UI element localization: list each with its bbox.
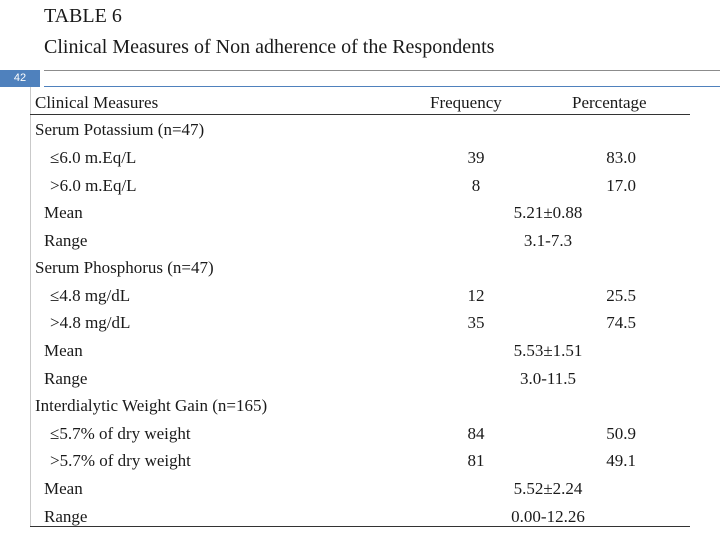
row-label: Range — [44, 507, 88, 526]
header-divider-accent — [44, 86, 720, 87]
header-divider — [44, 70, 720, 71]
value-cell: 0.00-12.26 — [511, 507, 585, 526]
row-label: ≤4.8 mg/dL — [50, 286, 131, 305]
value-cell: 5.21±0.88 — [513, 203, 583, 222]
row-label: >5.7% of dry weight — [50, 451, 191, 470]
value-cell: 5.53±1.51 — [513, 341, 583, 360]
slide-number: 42 — [0, 70, 40, 87]
value-cell: 3.1-7.3 — [523, 231, 573, 250]
row-label: ≤6.0 m.Eq/L — [50, 148, 137, 167]
column-header-frequency: Frequency — [430, 93, 502, 112]
row-label: Mean — [44, 479, 83, 498]
frequency-cell: 35 — [467, 313, 485, 332]
row-label: Range — [44, 231, 88, 250]
table-number: TABLE 6 — [44, 5, 122, 27]
percentage-cell: 17.0 — [606, 176, 636, 195]
frequency-cell: 8 — [471, 176, 481, 195]
column-header-percentage: Percentage — [572, 93, 647, 112]
percentage-cell: 50.9 — [606, 424, 636, 443]
row-label: >4.8 mg/dL — [50, 313, 131, 332]
section-label: Serum Potassium (n=47) — [35, 120, 205, 139]
frequency-cell: 84 — [467, 424, 485, 443]
percentage-cell: 83.0 — [606, 148, 636, 167]
row-label: >6.0 m.Eq/L — [50, 176, 137, 195]
table-title: Clinical Measures of Non adherence of the Respondents — [44, 36, 495, 58]
frequency-cell: 39 — [467, 148, 485, 167]
frequency-cell: 12 — [467, 286, 485, 305]
percentage-cell: 49.1 — [606, 451, 636, 470]
row-label: ≤5.7% of dry weight — [50, 424, 191, 443]
percentage-cell: 74.5 — [606, 313, 636, 332]
frequency-cell: 81 — [467, 451, 485, 470]
row-label: Mean — [44, 341, 83, 360]
value-cell: 5.52±2.24 — [513, 479, 583, 498]
column-header-measures: Clinical Measures — [35, 93, 159, 112]
section-label: Interdialytic Weight Gain (n=165) — [35, 396, 268, 415]
left-margin-rule — [30, 87, 31, 527]
value-cell: 3.0-11.5 — [519, 369, 577, 388]
row-label: Range — [44, 369, 88, 388]
row-label: Mean — [44, 203, 83, 222]
table-header-rule — [30, 114, 690, 115]
percentage-cell: 25.5 — [606, 286, 636, 305]
section-label: Serum Phosphorus (n=47) — [35, 258, 214, 277]
table-bottom-rule — [30, 526, 690, 527]
